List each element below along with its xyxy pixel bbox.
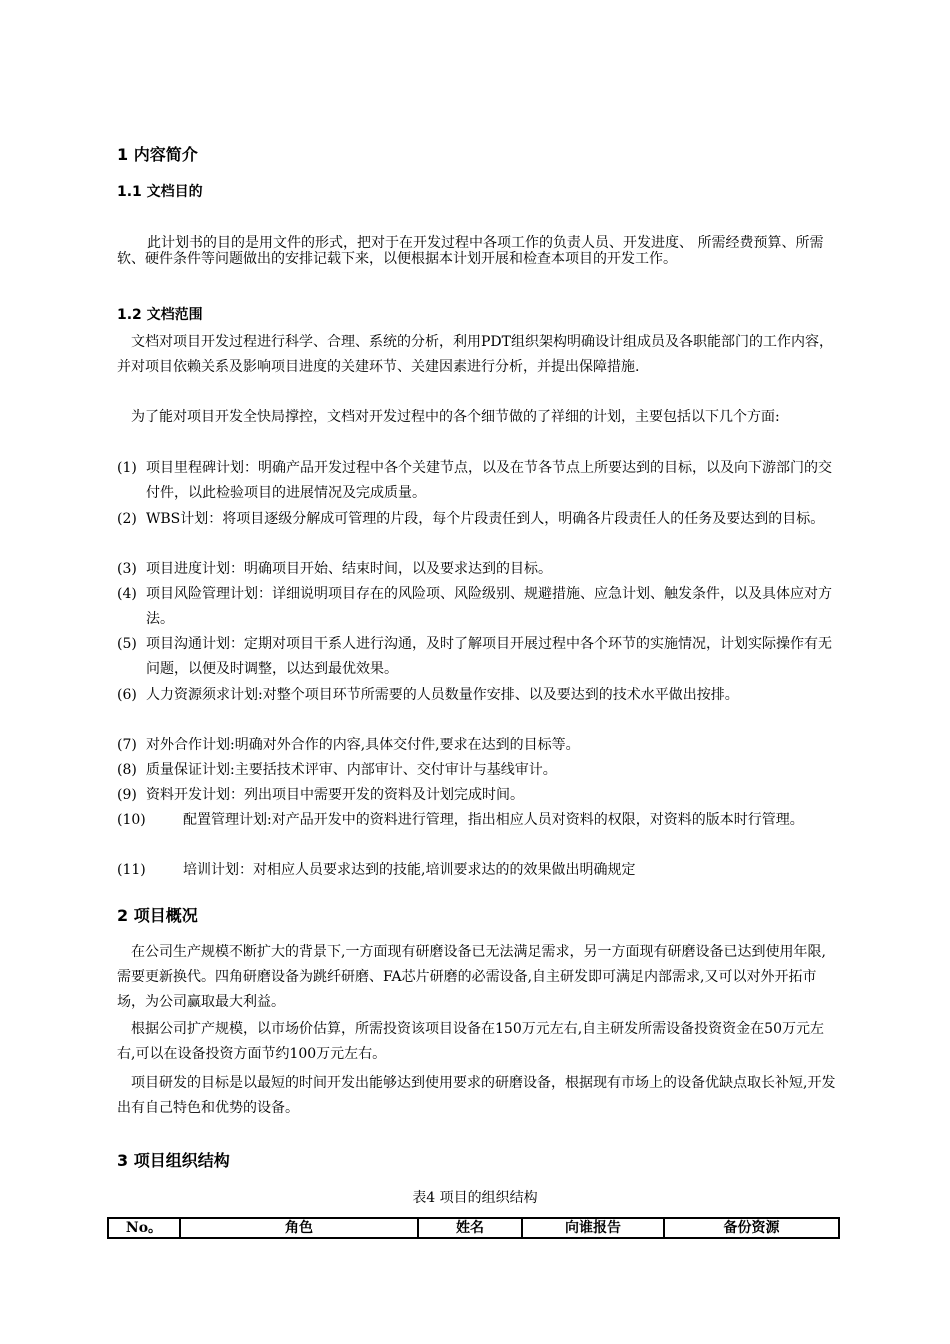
plan-item-8: (8) 质量保证计划:主要括技术评审、内部审计、交付审计与基线审计。	[117, 762, 557, 778]
header-role: 角色	[180, 1218, 418, 1238]
plan-item-4: (4) 项目风险管理计划：详细说明项目存在的风险项、风险级别、规避措施、应急计划、触发条件，以及具体应对方法。	[117, 586, 832, 627]
section-1-2-title: 1.2 文档范围	[117, 307, 203, 323]
plan-item-3: (3) 项目进度计划：明确项目开始、结束时间，以及要求达到的目标。	[117, 561, 552, 577]
plan-item-5: (5) 项目沟通计划：定期对项目干系人进行沟通，及时了解项目开展过程中各个环节的实施情况，计划实际操作有无问题，以便及时调整，以达到最优效果。	[117, 636, 832, 677]
overview-paragraph-1: 在公司生产规模不断扩大的背景下,一方面现有研磨设备已无法满足需求，另一方面现有研磨设备已达到使用年限,需要更新换代。四角研磨设备为跳纤研磨、FA芯片研磨的必需设备,自主研发即可满足内部需求,又可以对外开拓市场，为公司赢取最大利益。	[117, 944, 826, 1010]
section-3-title: 3 项目组织结构	[117, 1151, 230, 1170]
plan-item-11: (11) 培训计划：对相应人员要求达到的技能,培训要求达的的效果做出明确规定	[117, 862, 636, 878]
table-caption: 表4 项目的组织结构	[412, 1190, 538, 1206]
plan-item-7: (7) 对外合作计划:明确对外合作的内容,具体交付件,要求在达到的目标等。	[117, 737, 580, 753]
header-no: No。	[108, 1218, 180, 1238]
overview-paragraph-3: 项目研发的目标是以最短的时间开发出能够达到使用要求的研磨设备，根据现有市场上的设备优缺点取长补短,开发出有自己特色和优势的设备。	[117, 1075, 836, 1116]
section-1-1-title: 1.1 文档目的	[117, 184, 203, 200]
org-structure-table	[107, 1217, 840, 1239]
purpose-paragraph: 此计划书的目的是用文件的形式，把对于在开发过程中各项工作的负责人员、开发进度、 所需经费预算、所需软、硬件条件等问题做出的安排记载下来，以便根据本计划开展和检查本项目的开发工作。	[117, 235, 824, 267]
plan-item-9: (9) 资料开发计划：列出项目中需要开发的资料及计划完成时间。	[117, 787, 524, 803]
header-reports-to: 向谁报告	[522, 1218, 664, 1238]
overview-paragraph-2: 根据公司扩产规模，以市场价估算，所需投资该项目设备在150万元左右,自主研发所需设备投资资金在50万元左右,可以在设备投资方面节约100万元左右。	[117, 1021, 824, 1062]
table-header-row	[108, 1218, 839, 1238]
plan-item-1: (1) 项目里程碑计划：明确产品开发过程中各个关建节点，以及在节各节点上所要达到的目标，以及向下游部门的交付件，以此检验项目的进展情况及完成质量。	[117, 460, 832, 501]
header-backup-resource: 备份资源	[664, 1218, 839, 1238]
section-1-title: 1 内容简介	[117, 145, 198, 164]
header-name: 姓名	[418, 1218, 522, 1238]
section-2-title: 2 项目概况	[117, 906, 198, 925]
plan-item-2: (2) WBS计划：将项目逐级分解成可管理的片段，每个片段责任到人，明确各片段责任人的任务及要达到的目标。	[117, 511, 825, 527]
plan-item-10: (10) 配置管理计划:对产品开发中的资料进行管理，指出相应人员对资料的权限，对资料的版本时行管理。	[117, 812, 804, 828]
scope-paragraph-1: 文档对项目开发过程进行科学、合理、系统的分析，利用PDT组织架构明确设计组成员及各职能部门的工作内容，并对项目依赖关系及影响项目进度的关建环节、关建因素进行分析，并提出保障措施.	[117, 334, 833, 375]
scope-paragraph-2: 为了能对项目开发全快局撑控，文档对开发过程中的各个细节做的了祥细的计划，主要包括以下几个方面:	[131, 409, 780, 425]
plan-item-6: (6) 人力资源须求计划:对整个项目环节所需要的人员数量作安排、以及要达到的技术水平做出按排。	[117, 687, 739, 703]
